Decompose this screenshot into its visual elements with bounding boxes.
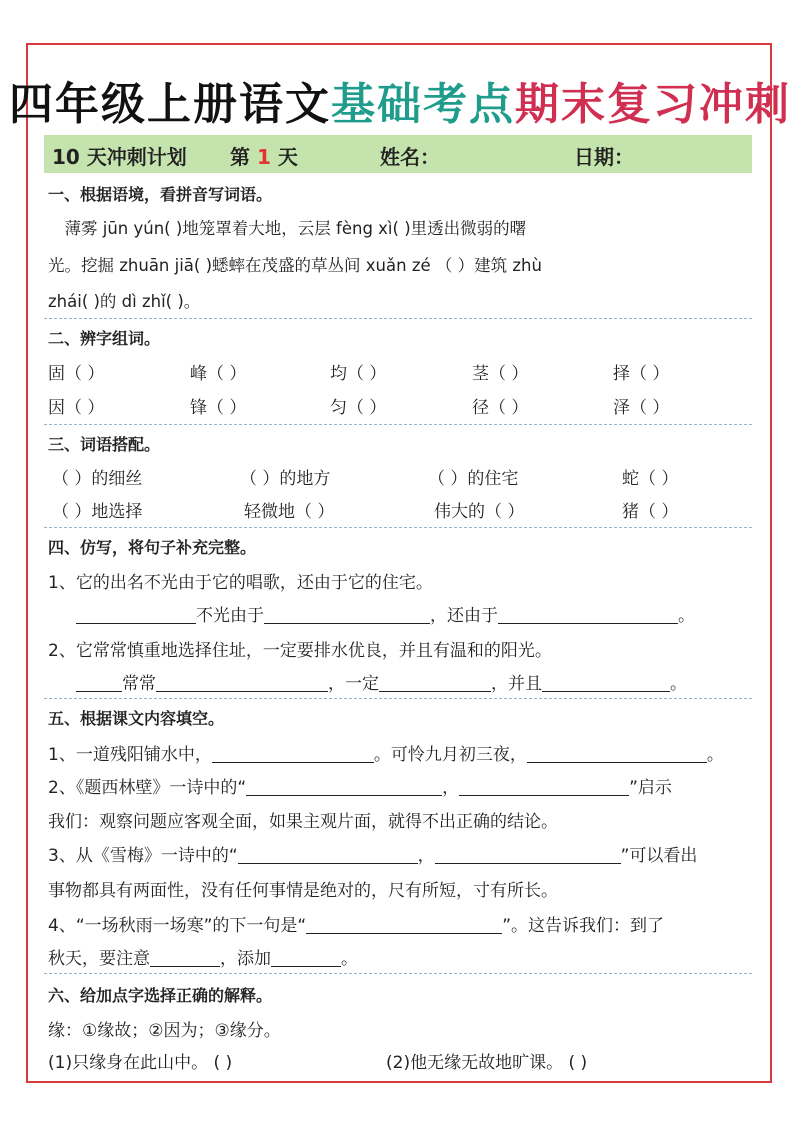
s5-q2-cont: 我们：观察问题应客观全面，如果主观片面，就得不出正确的结论。 (48, 812, 558, 832)
s2-item: 泽（ ） (613, 398, 670, 418)
section-6-heading: 六、给加点字选择正确的解释。 (48, 986, 273, 1005)
answer-blank[interactable] (76, 673, 122, 692)
section-2-heading: 二、辨字组词。 (48, 329, 161, 348)
section-1-heading: 一、根据语境，看拼音写词语。 (48, 185, 273, 204)
title-part-grade: 四年级上册语文 (9, 79, 331, 130)
s3-item: （ ）地选择 (52, 502, 143, 522)
s3-item: 轻微地（ ） (244, 502, 335, 522)
divider (44, 318, 752, 319)
s1-line-2: 光。挖掘 zhuān jiā( )蟋蟀在茂盛的草丛间 xuǎn zé （ ）建筑 zhù (48, 256, 542, 275)
divider (44, 424, 752, 425)
answer-blank[interactable] (150, 948, 220, 967)
s2-item: 固（ ） (48, 364, 105, 384)
divider (44, 698, 752, 699)
s6-q2: (2)他无缘无故地旷课。 ( ) (386, 1053, 588, 1073)
s3-item: （ ）的住宅 (428, 469, 519, 489)
s6-q1: (1)只缘身在此山中。 ( ) (48, 1053, 233, 1073)
answer-blank[interactable] (379, 673, 491, 692)
s3-item: 蛇（ ） (622, 469, 679, 489)
page-title (0, 68, 800, 132)
s1-line-1: 薄雾 jūn yún( )地笼罩着大地，云层 fèng xì( )里透出微弱的曙 (48, 219, 527, 238)
answer-blank[interactable] (246, 777, 442, 796)
name-field[interactable]: 姓名： (380, 145, 440, 169)
answer-blank[interactable] (306, 915, 502, 934)
answer-blank[interactable] (212, 744, 374, 763)
s2-item: 锋（ ） (190, 398, 247, 418)
s6-options: 缘：①缘故；②因为；③缘分。 (48, 1021, 281, 1041)
title-part-review: 期末复习冲刺 (515, 79, 791, 130)
answer-blank[interactable] (271, 948, 341, 967)
s1-line-3: zhái( )的 dì zhǐ( )。 (48, 292, 201, 311)
s2-item: 匀（ ） (330, 398, 387, 418)
answer-blank[interactable] (435, 845, 621, 864)
answer-blank[interactable] (498, 605, 678, 624)
s5-q1: 1、一道残阳铺水中， 。可怜九月初三夜， 。 (48, 745, 724, 765)
answer-blank[interactable] (156, 673, 328, 692)
answer-blank[interactable] (238, 845, 418, 864)
section-5-heading: 五、根据课文内容填空。 (48, 709, 225, 728)
s5-q4-cont: 秋天，要注意 ，添加 。 (48, 949, 358, 969)
s2-item: 峰（ ） (190, 364, 247, 384)
s2-item: 因（ ） (48, 398, 105, 418)
s3-item: （ ）的地方 (240, 469, 331, 489)
s4-q1-fill: 不光由于 ，还由于 。 (76, 601, 695, 626)
plan-label: 10 天冲刺计划 (52, 145, 187, 169)
s4-q2-fill: 常常 ，一定 ，并且 。 (76, 669, 687, 694)
s5-q3: 3、从《雪梅》一诗中的“ ， ”可以看出 (48, 846, 698, 866)
s4-q1: 1、它的出名不光由于它的唱歌，还由于它的住宅。 (48, 573, 433, 593)
s3-item: 伟大的（ ） (434, 502, 525, 522)
s5-q4: 4、“一场秋雨一场寒”的下一句是“ ”。这告诉我们：到了 (48, 916, 665, 936)
title-part-basics: 基础考点 (331, 79, 515, 130)
answer-blank[interactable] (264, 605, 430, 624)
answer-blank[interactable] (76, 605, 196, 624)
s2-item: 径（ ） (472, 398, 529, 418)
plan-bar (44, 135, 752, 173)
section-4-heading: 四、仿写，将句子补充完整。 (48, 538, 257, 557)
s3-item: （ ）的细丝 (52, 469, 143, 489)
answer-blank[interactable] (542, 673, 670, 692)
section-3-heading: 三、词语搭配。 (48, 435, 161, 454)
answer-blank[interactable] (459, 777, 629, 796)
s2-item: 均（ ） (330, 364, 387, 384)
answer-blank[interactable] (527, 744, 707, 763)
divider (44, 973, 752, 974)
s3-item: 猪（ ） (622, 502, 679, 522)
day-number: 1 (256, 145, 271, 169)
date-field[interactable]: 日期： (574, 145, 634, 169)
s2-item: 茎（ ） (472, 364, 529, 384)
s4-q2: 2、它常常慎重地选择住址，一定要排水优良，并且有温和的阳光。 (48, 641, 552, 661)
day-indicator: 第 1 天 (230, 145, 298, 169)
s2-item: 择（ ） (613, 364, 670, 384)
s5-q3-cont: 事物都具有两面性，没有任何事情是绝对的，尺有所短，寸有所长。 (48, 881, 558, 901)
s5-q2: 2、《题西林壁》一诗中的“ ， ”启示 (48, 778, 672, 798)
divider (44, 527, 752, 528)
